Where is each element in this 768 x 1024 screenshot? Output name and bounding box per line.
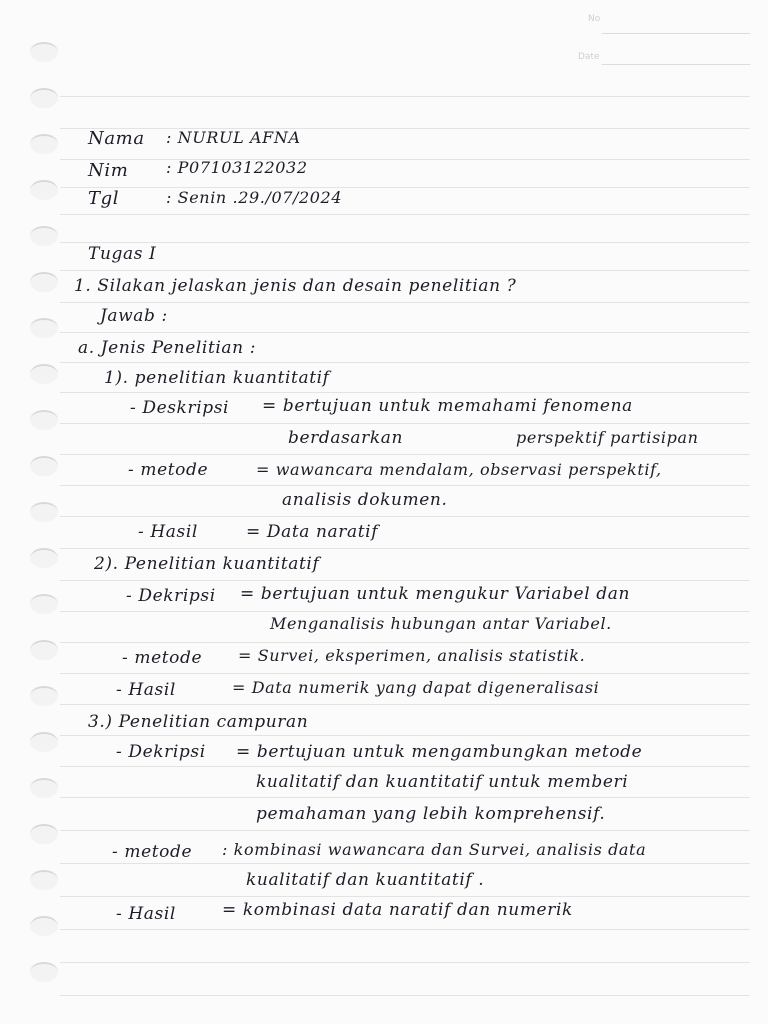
s3-hasil-line1: = kombinasi data naratif dan numerik <box>222 900 573 920</box>
s1-deskripsi-line1: = bertujuan untuk memahami fenomena <box>262 396 633 416</box>
ruled-line <box>60 611 750 612</box>
s3-title: 3.) Penelitian campuran <box>88 712 309 732</box>
ruled-line <box>60 302 750 303</box>
ruled-line <box>60 797 750 798</box>
binder-hole <box>30 824 58 844</box>
binder-hole <box>30 686 58 706</box>
s3-deskripsi-line3: pemahaman yang lebih komprehensif. <box>256 804 606 824</box>
binder-hole <box>30 640 58 660</box>
ruled-line <box>60 548 750 549</box>
nim-label: Nim <box>88 160 129 181</box>
ruled-line <box>60 830 750 831</box>
ruled-line <box>60 485 750 486</box>
ruled-line <box>60 96 750 97</box>
s1-deskripsi-label: - Deskripsi <box>130 398 230 418</box>
binder-hole <box>30 456 58 476</box>
binder-hole <box>30 594 58 614</box>
ruled-line <box>60 187 750 188</box>
ruled-line <box>60 929 750 930</box>
ruled-line <box>60 159 750 160</box>
s2-metode-line1: = Survei, eksperimen, analisis statistik. <box>238 646 586 665</box>
binder-hole <box>30 318 58 338</box>
nama-value: : NURUL AFNA <box>166 128 301 147</box>
answer-label: Jawab : <box>100 306 168 326</box>
ruled-line <box>60 392 750 393</box>
s3-hasil-label: - Hasil <box>116 904 176 924</box>
s1-title: 1). penelitian kuantitatif <box>104 368 330 388</box>
binder-hole <box>30 962 58 982</box>
ruled-line <box>60 214 750 215</box>
binder-hole <box>30 180 58 200</box>
s3-metode-label: - metode <box>112 842 193 862</box>
ruled-line <box>60 128 750 129</box>
ruled-line <box>60 580 750 581</box>
binder-hole <box>30 272 58 292</box>
binder-hole <box>30 870 58 890</box>
ruled-line <box>60 242 750 243</box>
s2-deskripsi-line2: Menganalisis hubungan antar Variabel. <box>270 614 612 633</box>
binder-hole <box>30 42 58 62</box>
s3-deskripsi-label: - Dekripsi <box>116 742 206 762</box>
date-line <box>602 64 750 65</box>
s2-title: 2). Penelitian kuantitatif <box>94 554 320 574</box>
ruled-line <box>60 270 750 271</box>
binder-hole <box>30 88 58 108</box>
question-1: 1. Silakan jelaskan jenis dan desain penelitian ? <box>74 276 517 296</box>
s2-hasil-line1: = Data numerik yang dapat digeneralisasi <box>232 678 600 697</box>
binder-hole <box>30 732 58 752</box>
s2-deskripsi-label: - Dekripsi <box>126 586 216 606</box>
date-label: Date <box>578 52 600 62</box>
nama-label: Nama <box>88 128 145 149</box>
ruled-line <box>60 896 750 897</box>
s1-metode-line1: = wawancara mendalam, observasi perspektif, <box>256 460 662 479</box>
s1-deskripsi-line2a: berdasarkan <box>288 428 404 448</box>
binder-hole <box>30 502 58 522</box>
binder-hole <box>30 134 58 154</box>
s1-hasil-line1: = Data naratif <box>246 522 379 542</box>
binder-hole <box>30 226 58 246</box>
no-line <box>602 33 750 34</box>
s3-metode-line2: kualitatif dan kuantitatif . <box>246 870 485 890</box>
s2-deskripsi-line1: = bertujuan untuk mengukur Variabel dan <box>240 584 631 604</box>
ruled-line <box>60 642 750 643</box>
s2-hasil-label: - Hasil <box>116 680 176 700</box>
ruled-line <box>60 454 750 455</box>
no-label: No <box>588 14 601 24</box>
ruled-line <box>60 673 750 674</box>
s3-deskripsi-line1: = bertujuan untuk mengambungkan metode <box>236 742 643 762</box>
s1-metode-line2: analisis dokumen. <box>282 490 448 510</box>
ruled-line <box>60 766 750 767</box>
assignment-title: Tugas I <box>88 244 157 264</box>
binder-hole <box>30 548 58 568</box>
binder-hole <box>30 916 58 936</box>
s3-deskripsi-line2: kualitatif dan kuantitatif untuk memberi <box>256 772 629 792</box>
tgl-label: Tgl <box>88 188 120 209</box>
ruled-line <box>60 362 750 363</box>
ruled-line <box>60 423 750 424</box>
tgl-value: : Senin .29./07/2024 <box>166 188 343 207</box>
ruled-line <box>60 516 750 517</box>
section-a-heading: a. Jenis Penelitian : <box>78 338 257 358</box>
binder-hole <box>30 778 58 798</box>
binder-hole <box>30 364 58 384</box>
ruled-line <box>60 735 750 736</box>
s1-deskripsi-line2b: perspektif partisipan <box>516 428 699 447</box>
binder-hole <box>30 410 58 430</box>
s1-metode-label: - metode <box>128 460 209 480</box>
s3-metode-line1: : kombinasi wawancara dan Survei, analisis data <box>222 840 647 859</box>
s1-hasil-label: - Hasil <box>138 522 198 542</box>
ruled-line <box>60 332 750 333</box>
ruled-line <box>60 704 750 705</box>
ruled-line <box>60 995 750 996</box>
ruled-line <box>60 863 750 864</box>
ruled-line <box>60 962 750 963</box>
nim-value: : P07103122032 <box>166 158 308 177</box>
s2-metode-label: - metode <box>122 648 203 668</box>
